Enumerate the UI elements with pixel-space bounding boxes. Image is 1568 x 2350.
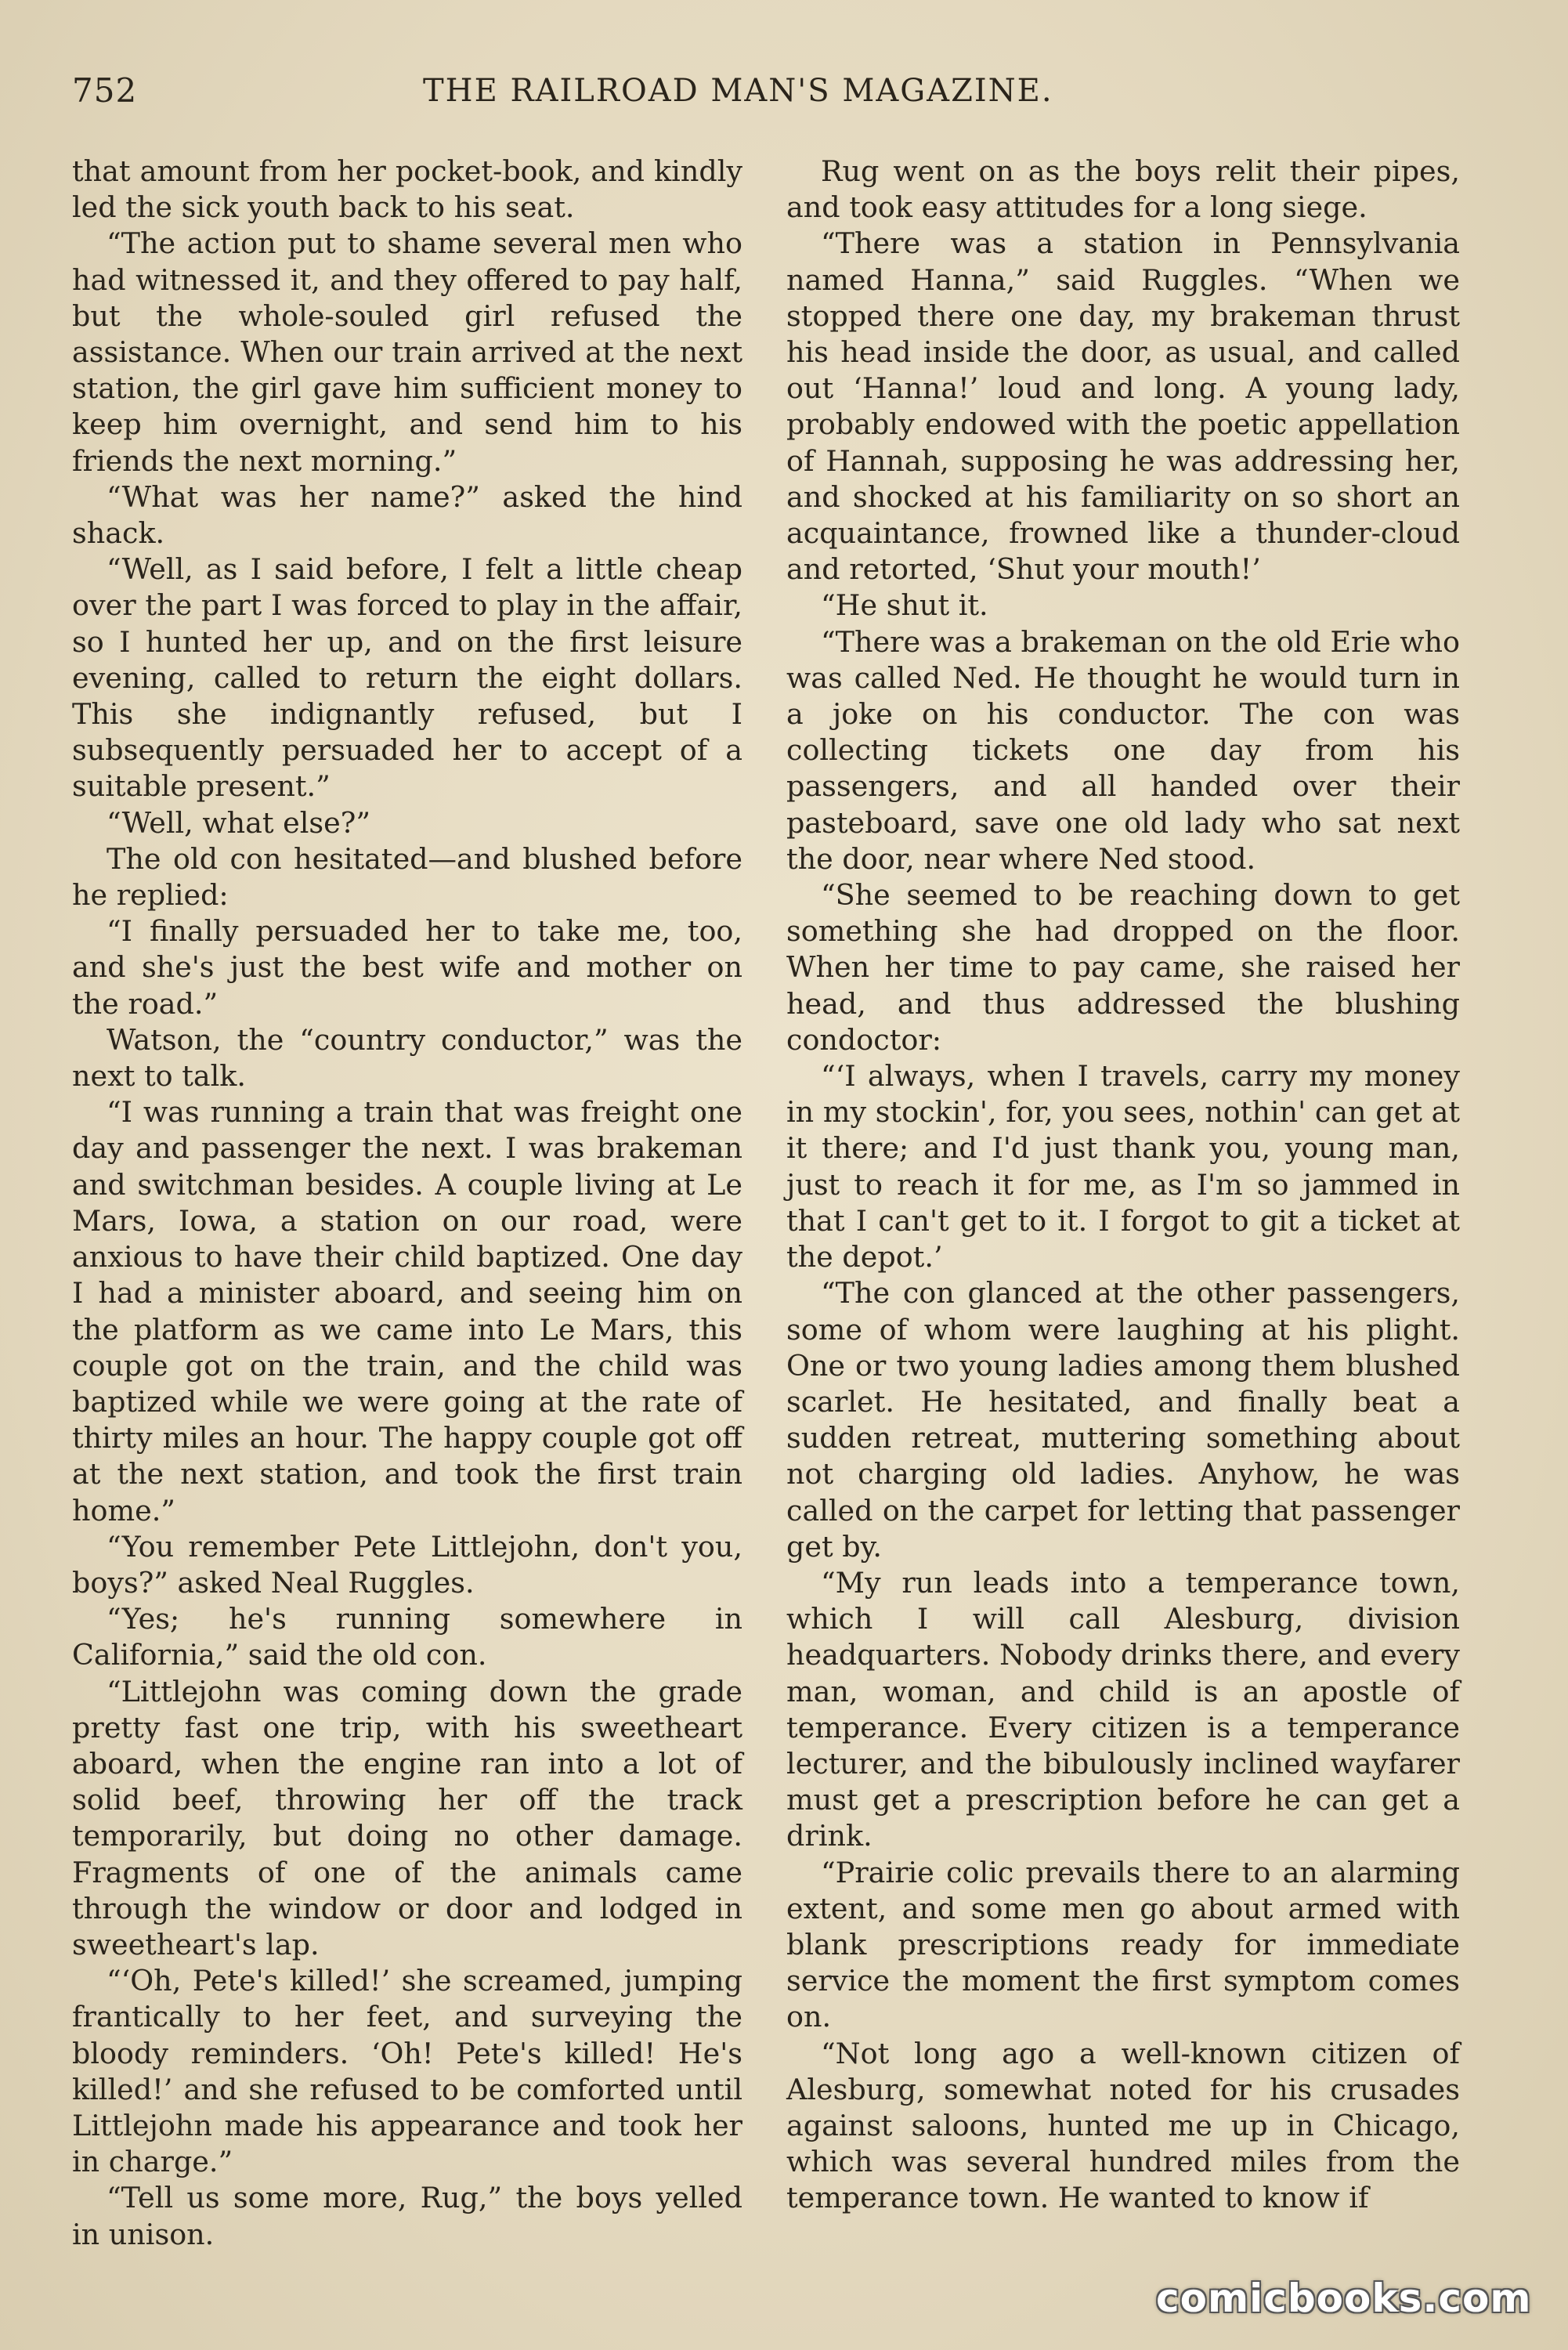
right-column (786, 154, 1460, 2217)
left-column (72, 154, 742, 2253)
paragraph: Rug went on as the boys relit their pipes, and took easy attitudes for a long siege. (786, 154, 1460, 225)
paragraph: “‘I always, when I travels, carry my money in my stockin', for, you sees, nothin' can get at it there; and I'd just thank you, young man, just to reach it for me, as I'm so jammed in that I can't get to it. I forgot to git a ticket at the depot.’ (786, 1059, 1460, 1274)
paragraph: “Well, what else?” (107, 805, 370, 840)
paragraph: Watson, the “country conductor,” was the next to talk. (72, 1022, 742, 1094)
paragraph: “There was a brakeman on the old Erie who was called Ned. He thought he would turn in a joke on his conductor. The con was collecting tickets one day from his passengers, and all handed over their pasteboard, save one old lady who sat next the door, near where Ned stood. (786, 624, 1461, 876)
paragraph: “The con glanced at the other passengers, some of whom were laughing at his plight. One or two young ladies among them blushed scarlet. He hesitated, and finally beat a sudden retreat, muttering something about not charging old ladies. Anyhow, he was called on the carpet for letting that passenger get by. (786, 1276, 1460, 1564)
paragraph: “Prairie colic prevails there to an alarming extent, and some men go about armed with blank prescriptions ready for immediate service the moment the first symptom comes on. (786, 1855, 1460, 2034)
running-title: THE RAILROAD MAN'S MAGAZINE. (423, 73, 1053, 109)
paragraph: “He shut it. (821, 588, 988, 623)
paragraph: “Not long ago a well-known citizen of Alesburg, somewhat noted for his crusades against saloons, hunted me up in Chicago, which was several hundred miles from the temperance town. He wanted to know if (786, 2036, 1460, 2215)
paragraph: “Littlejohn was coming down the grade pretty fast one trip, with his sweetheart aboard, when the engine ran into a lot of solid beef, throwing her off the track temporarily, but doing no other damage. Fragments of one of the animals came through the window or door and lodged in sweetheart's lap. (72, 1674, 742, 1961)
paragraph: “You remember Pete Littlejohn, don't you, boys?” asked Neal Ruggles. (72, 1529, 742, 1600)
paragraph: “What was her name?” asked the hind shack. (72, 479, 742, 551)
paragraph: that amount from her pocket-book, and kindly led the sick youth back to his seat. (72, 154, 742, 225)
paragraph: “Yes; he's running somewhere in California,” said the old con. (72, 1602, 742, 1672)
paragraph: “There was a station in Pennsylvania named Hanna,” said Ruggles. “When we stopped there one day, my brakeman thrust his head inside the door, as usual, and called out ‘Hanna!’ loud and long. A young lady, probably endowed with the poetic appellation of Hannah, supposing he was addressing her, and shocked at his familiarity on so short an acquaintance, frowned like a thunder-cloud and retorted, ‘Shut your mouth!’ (786, 226, 1460, 587)
paragraph: “Tell us some more, Rug,” the boys yelled in unison. (72, 2181, 742, 2251)
page-number: 752 (72, 71, 138, 110)
paragraph: The old con hesitated—and blushed before he replied: (72, 841, 742, 913)
paragraph: “Well, as I said before, I felt a little cheap over the part I was forced to play in the affair, so I hunted her up, and on the first leisure evening, called to return the eight dollars. This she indignantly refused, but I subsequently persuaded her to accept of a suitable present.” (72, 552, 742, 804)
paragraph: “The action put to shame several men who had witnessed it, and they offered to pay half, but the whole-souled girl refused the assistance. When our train arrived at the next station, the girl gave him sufficient money to keep him overnight, and send him to his friends the next morning.” (72, 226, 742, 478)
paragraph: “She seemed to be reaching down to get something she had dropped on the floor. When her time to pay came, she raised her head, and thus addressed the blushing condoctor: (786, 878, 1460, 1057)
paragraph: “‘Oh, Pete's killed!’ she screamed, jumping frantically to her feet, and surveying the bloody reminders. ‘Oh! Pete's killed! He's killed!’ and she refused to be comforted until Littlejohn made his appearance and took her in charge.” (72, 1964, 742, 2179)
paragraph: “My run leads into a temperance town, which I will call Alesburg, division headquarters. Nobody drinks there, and every man, woman, and child is an apostle of temperance. Every citizen is a temperance lecturer, and the bibulously inclined wayfarer must get a prescription before he can get a drink. (786, 1565, 1460, 1853)
paragraph: “I finally persuaded her to take me, too, and she's just the best wife and mother on the road.” (72, 914, 742, 1021)
paragraph: “I was running a train that was freight one day and passenger the next. I was brakeman and switchman besides. A couple living at Le Mars, Iowa, a station on our road, were anxious to have their child baptized. One day I had a minister aboard, and seeing him on the platform as we came into Le Mars, this couple got on the train, and the child was baptized while we were going at the rate of thirty miles an hour. The happy couple got off at the next station, and took the first train home.” (72, 1095, 742, 1528)
page-header (0, 67, 1568, 114)
watermark: comicbooks.com (1156, 2276, 1532, 2321)
